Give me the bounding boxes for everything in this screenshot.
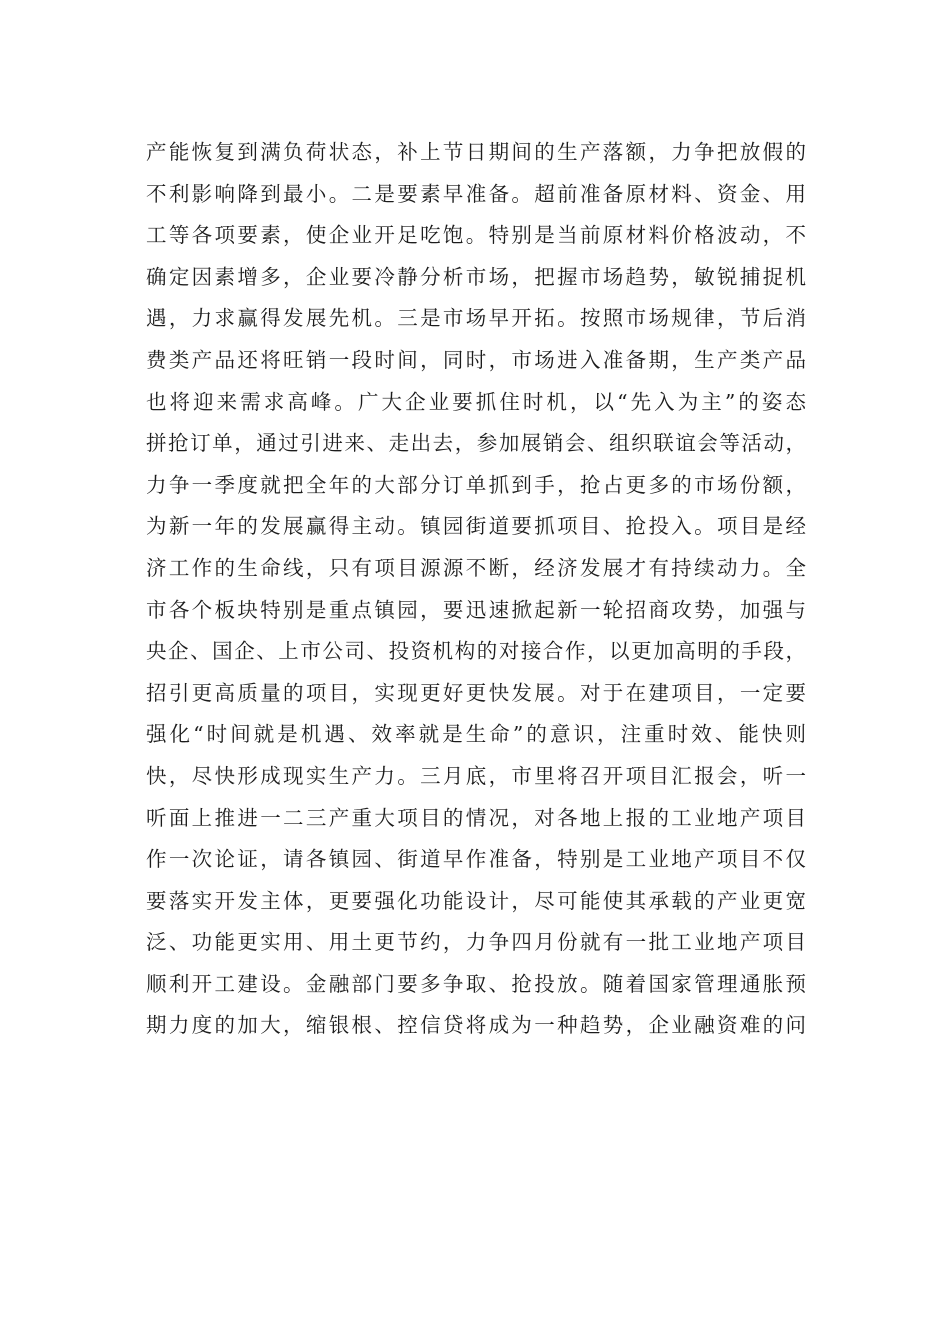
- body-paragraph: [146, 132, 806, 1047]
- text-line: 也将迎来需求高峰。广大企业要抓住时机，以“先入为主”的姿态: [146, 389, 806, 414]
- text-line: 费类产品还将旺销一段时间，同时，市场进入准备期，生产类产品: [146, 347, 806, 372]
- text-line: 快，尽快形成现实生产力。三月底，市里将召开项目汇报会，听一: [146, 763, 806, 788]
- text-line: 央企、国企、上市公司、投资机构的对接合作，以更加高明的手段，: [146, 639, 806, 664]
- text-line: 工等各项要素，使企业开足吃饱。特别是当前原材料价格波动，不: [146, 223, 806, 248]
- text-line: 确定因素增多，企业要冷静分析市场，把握市场趋势，敏锐捕捉机: [146, 264, 806, 289]
- text-line: 济工作的生命线，只有项目源源不断，经济发展才有持续动力。全: [146, 555, 806, 580]
- text-line: 拼抢订单，通过引进来、走出去，参加展销会、组织联谊会等活动，: [146, 431, 806, 456]
- text-line: 强化“时间就是机遇、效率就是生命”的意识，注重时效、能快则: [146, 722, 806, 747]
- text-line: 听面上推进一二三产重大项目的情况，对各地上报的工业地产项目: [146, 805, 806, 830]
- text-line: 市各个板块特别是重点镇园，要迅速掀起新一轮招商攻势，加强与: [146, 597, 806, 622]
- text-line: 遇，力求赢得发展先机。三是市场早开拓。按照市场规律，节后消: [146, 306, 806, 331]
- text-line: 不利影响降到最小。二是要素早准备。超前准备原材料、资金、用: [146, 181, 806, 206]
- text-line: 泛、功能更实用、用土更节约，力争四月份就有一批工业地产项目: [146, 930, 806, 955]
- text-line: 作一次论证，请各镇园、街道早作准备，特别是工业地产项目不仅: [146, 847, 806, 872]
- text-line: 力争一季度就把全年的大部分订单抓到手，抢占更多的市场份额，: [146, 472, 806, 497]
- text-line: 为新一年的发展赢得主动。镇园街道要抓项目、抢投入。项目是经: [146, 514, 806, 539]
- text-line: 顺利开工建设。金融部门要多争取、抢投放。随着国家管理通胀预: [146, 971, 806, 996]
- text-line: 招引更高质量的项目，实现更好更快发展。对于在建项目，一定要: [146, 680, 806, 705]
- text-line: 期力度的加大，缩银根、控信贷将成为一种趋势，企业融资难的问: [146, 1013, 806, 1038]
- text-line: 产能恢复到满负荷状态，补上节日期间的生产落额，力争把放假的: [146, 140, 806, 164]
- text-line: 要落实开发主体，更要强化功能设计，尽可能使其承载的产业更宽: [146, 888, 806, 913]
